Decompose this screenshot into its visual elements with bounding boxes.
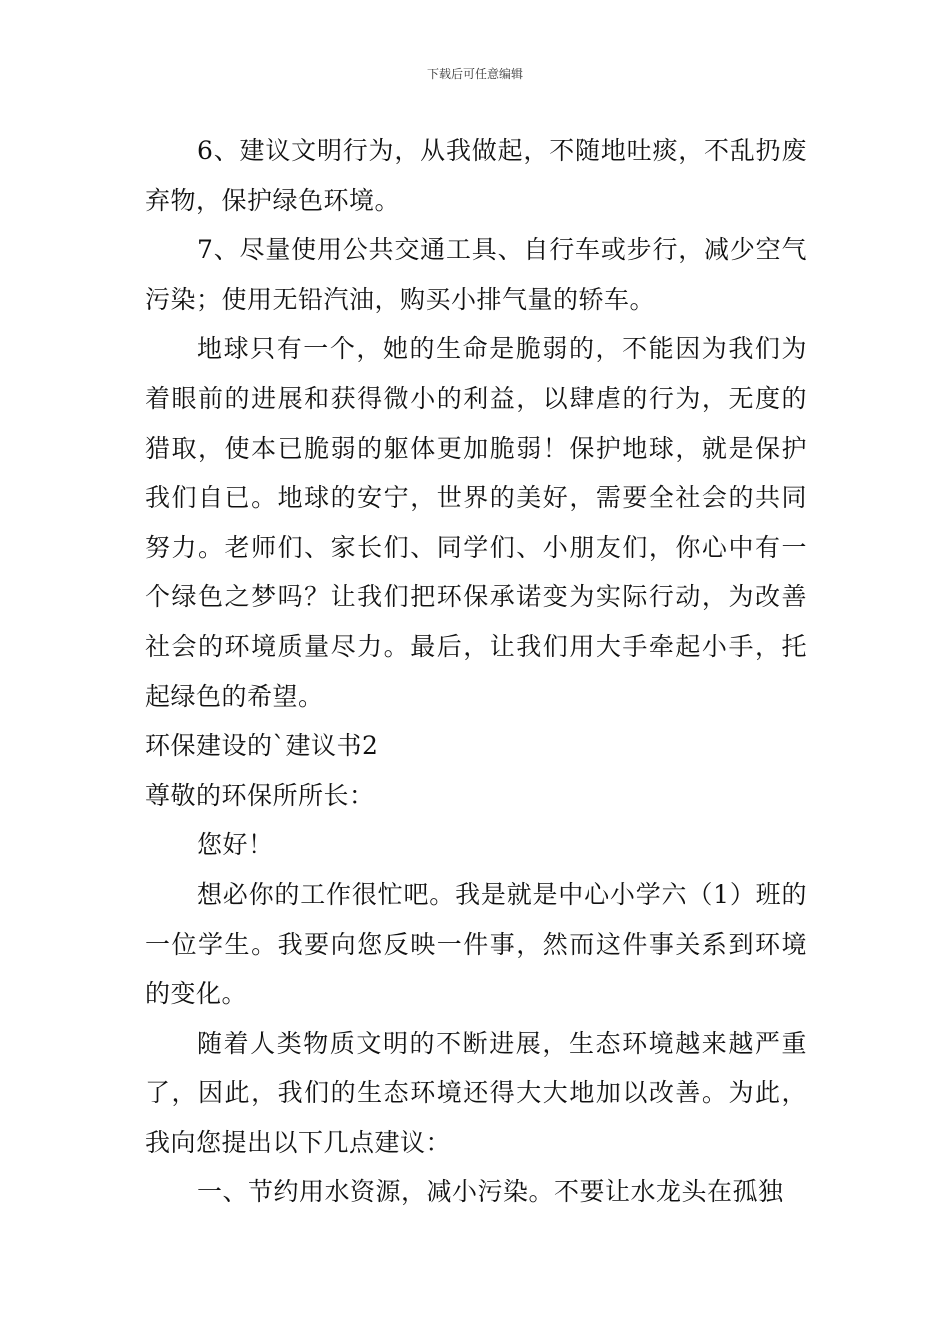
paragraph-item-6: 6、建议文明行为，从我做起，不随地吐痰，不乱扔废弃物，保护绿色环境。 [145, 136, 807, 215]
paragraph-conclusion: 地球只有一个，她的生命是脆弱的，不能因为我们为着眼前的进展和获得微小的利益，以肆虐的行为，无度的猎取，使本已脆弱的躯体更加脆弱！保护地球，就是保护我们自已。地球的安宁，世界的美好，需要全社会的共同努力。老师们、家长们、同学们、小朋友们，你心中有一个绿色之梦吗？让我们把环保承诺变为实际行动，为改善社会的环境质量尽力。最后，让我们用大手牵起小手，托起绿色的希望。 [145, 334, 807, 711]
document-body [145, 126, 807, 1217]
page-header: 下载后可任意编辑 [426, 67, 523, 81]
letter-salutation: 尊敬的环保所所长： [145, 780, 375, 810]
paragraph-item-7: 7、尽量使用公共交通工具、自行车或步行，减少空气污染；使用无铅汽油，购买小排气量的轿车。 [145, 235, 807, 314]
letter-intro: 想必你的工作很忙吧。我是就是中心小学六（1）班的一位学生。我要向您反映一件事，然而这件事关系到环境的变化。 [145, 879, 807, 1009]
letter-greeting: 您好！ [197, 830, 274, 860]
letter-context: 随着人类物质文明的不断进展，生态环境越来越严重了，因此，我们的生态环境还得大大地加以改善。为此，我向您提出以下几点建议： [145, 1028, 807, 1157]
section-title: 环保建设的`建议书2 [145, 731, 379, 761]
suggestion-one: 一、节约用水资源，减小污染。不要让水龙头在孤独 [197, 1177, 784, 1207]
